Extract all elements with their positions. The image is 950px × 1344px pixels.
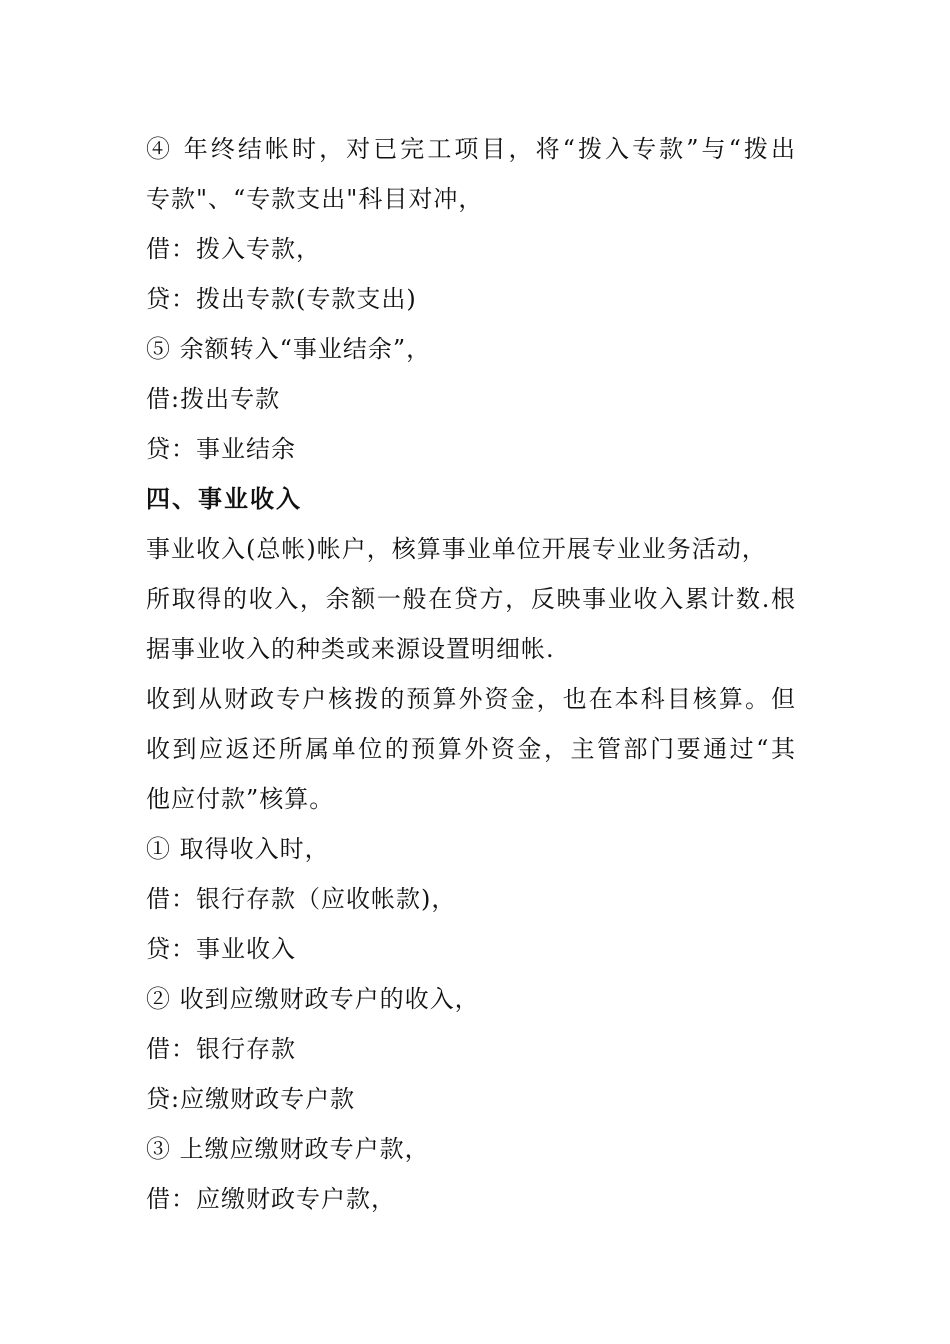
text-line: 贷：事业收入	[146, 935, 296, 963]
section-heading: 四、事业收入	[146, 484, 302, 513]
text-line: 借：银行存款（应收帐款)，	[146, 885, 457, 913]
text-line: 贷:应缴财政专户款	[146, 1085, 356, 1113]
text-line: ④ 年终结帐时，对已完工项目，将“拨入专款”与“拨出	[146, 135, 796, 163]
text-line: ⑤ 余额转入“事业结余”，	[146, 335, 432, 363]
text-line: 据事业收入的种类或来源设置明细帐.	[146, 635, 555, 663]
text-line: 借：银行存款	[146, 1035, 296, 1063]
text-line: 贷：拨出专款(专款支出)	[146, 285, 417, 313]
text-line: 专款"、“专款支出"科目对冲，	[146, 185, 484, 213]
text-line: 借:拨出专款	[146, 385, 281, 413]
text-line: 他应付款”核算。	[146, 785, 335, 813]
text-line: 借：拨入专款，	[146, 235, 321, 263]
document-body	[146, 124, 806, 1224]
text-line: 借：应缴财政专户款，	[146, 1185, 396, 1213]
text-line: 收到应返还所属单位的预算外资金，主管部门要通过“其	[146, 735, 796, 763]
text-line: 所取得的收入，余额一般在贷方，反映事业收入累计数.根	[146, 585, 796, 613]
text-line: ① 取得收入时，	[146, 835, 330, 863]
text-line: ② 收到应缴财政专户的收入，	[146, 985, 480, 1013]
text-line: 事业收入(总帐)帐户，核算事业单位开展专业业务活动，	[146, 535, 767, 563]
text-line: 贷：事业结余	[146, 435, 296, 463]
text-line: ③ 上缴应缴财政专户款，	[146, 1135, 430, 1163]
text-line: 收到从财政专户核拨的预算外资金，也在本科目核算。但	[146, 685, 796, 713]
